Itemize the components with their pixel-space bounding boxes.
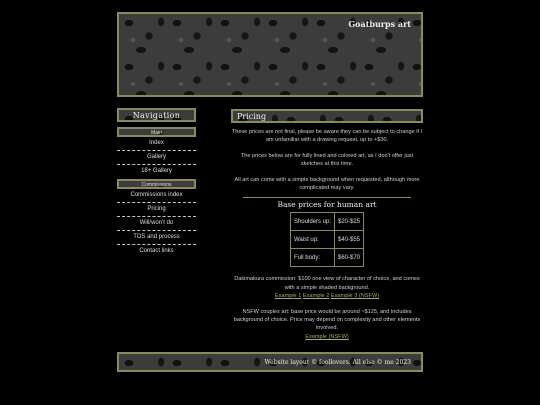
price-label: Shoulders up:	[290, 213, 334, 231]
dakimakura-example-1-link[interactable]: Example 1	[274, 293, 302, 300]
dakimakura-description: Dakimakura commission: $100 one view of character of choice, and comes with a simple shaded background.	[234, 276, 420, 291]
sidebar-nav	[117, 108, 196, 258]
dakimakura-example-2-link[interactable]: Example 2	[302, 293, 330, 300]
dakimakura-text	[231, 275, 423, 300]
footer-copyright: Website layout © foollovers. All else © me 2023	[264, 359, 411, 366]
nav-link-pricing[interactable]: Pricing	[117, 203, 196, 217]
nav-link-contact[interactable]: Contact links	[139, 248, 174, 254]
lined-note-text: The prices below are for fully lined and colored art, as I don't offer just sketches at this time.	[240, 152, 414, 168]
base-prices-heading: Base prices for human art	[277, 200, 377, 210]
table-row	[290, 231, 363, 249]
nav-link-tos-process[interactable]: TOS and process	[117, 231, 196, 245]
site-title: Goatburps art	[348, 19, 411, 29]
nav-link-gallery[interactable]: Gallery	[117, 151, 196, 165]
nav-link-18-gallery[interactable]: 18+ Gallery	[141, 168, 172, 174]
background-note-text: All art can come with a simple background when requested, although more complicated may vary.	[234, 176, 420, 192]
nav-link-commissions-index[interactable]: Commissions index	[117, 189, 196, 203]
dakimakura-example-3-link[interactable]: Example 3 (NSFW)	[330, 293, 380, 300]
main-content	[231, 109, 423, 341]
price-value: $60-$70	[335, 249, 364, 267]
nav-section-commissions: Commissions	[117, 179, 196, 189]
divider	[243, 197, 411, 198]
price-label: Full body:	[290, 249, 334, 267]
intro-text: These prices are not final, please be aware they can be subject to change if I am unfamiliar with a drawing request, up to +$30.	[231, 129, 423, 144]
nav-link-will-wont-do[interactable]: Will/won't do	[117, 217, 196, 231]
nav-heading: Navigation	[117, 108, 196, 122]
nsfw-couples-text	[231, 308, 423, 342]
price-value: $20-$25	[335, 213, 364, 231]
footer	[117, 352, 423, 372]
nav-link-index[interactable]: Index	[117, 137, 196, 151]
nav-section-main: Main	[117, 127, 196, 137]
price-table	[290, 212, 364, 267]
price-label: Waist up:	[290, 231, 334, 249]
page-title: Pricing	[231, 109, 423, 123]
header-banner	[117, 12, 423, 97]
nsfw-example-link[interactable]: Example (NSFW)	[305, 333, 349, 340]
table-row	[290, 213, 363, 231]
price-value: $40-$55	[335, 231, 364, 249]
table-row	[290, 249, 363, 267]
nsfw-couples-description: NSFW couples art: base price would be around ~$125, and includes background of choice. Price may depend on complexity and other elements involved.	[233, 308, 421, 332]
